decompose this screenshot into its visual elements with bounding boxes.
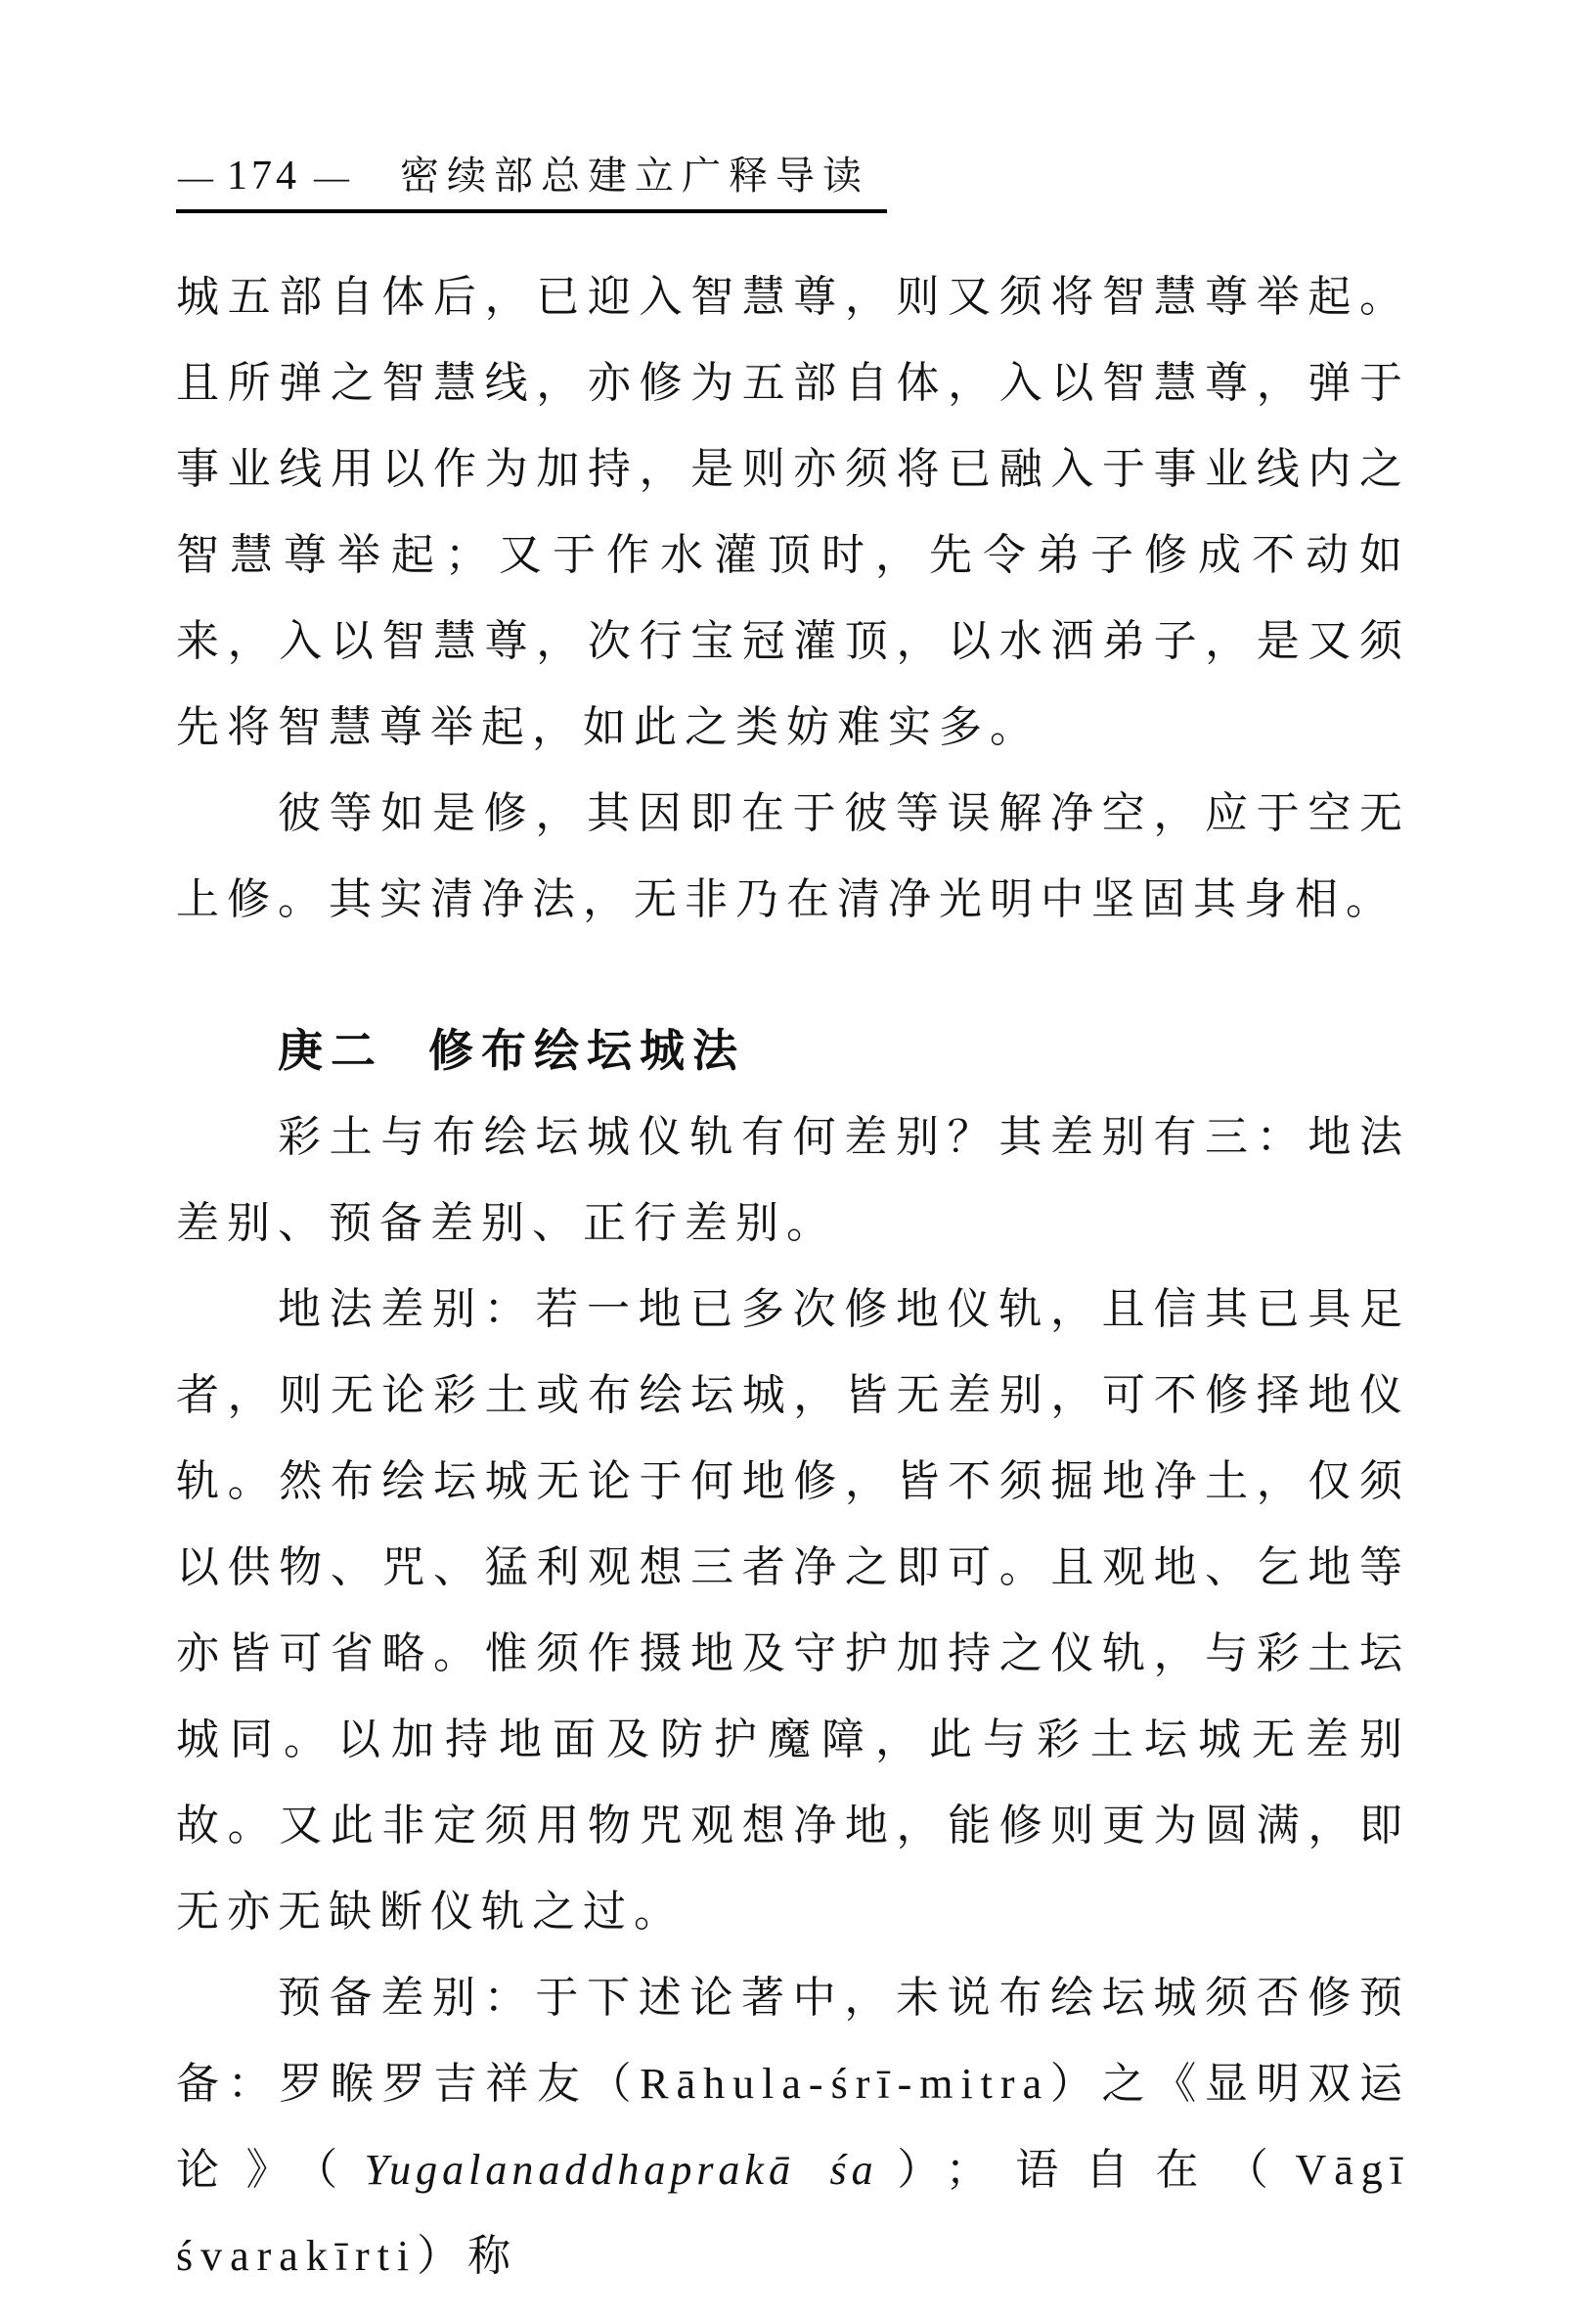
paragraph: 彼等如是修，其因即在于彼等误解净空，应于空无上修。其实清净法，无非乃在清净光明中坚固其身相。 [176,789,1410,923]
running-title: 密续部总建立广释导读 [400,154,869,198]
paragraph [176,1955,1410,2299]
section-heading-label: 庚二 [278,1026,383,1076]
paragraph: 地法差别：若一地已多次修地仪轨，且信其已具足者，则无论彩土或布绘坛城，皆无差别，可不修择地仪轨。然布绘坛城无论于何地修，皆不须掘地净土，仅须以供物、咒、猛利观想三者净之即可。且观地、乞地等亦皆可省略。惟须作摄地及守护加持之仪轨，与彩土坛城同。以加持地面及防护魔障，此与彩土坛城无差别故。又此非定须用物咒观想净地，能修则更为圆满，即无亦无缺断仪轨之过。 [176,1285,1410,1936]
page-number: 174 [227,154,300,199]
paragraph: 彩土与布绘坛城仪轨有何差别？其差别有三：地法差别、预备差别、正行差别。 [176,1113,1410,1247]
sanskrit-title-italic: Yugalanaddhaprakā śa [364,2146,878,2194]
section-heading [176,1008,1410,1094]
page-header [176,152,887,213]
paragraph-text: ）；语自在（Vāgī śvarakīrti）称 [176,2146,1411,2280]
paragraph: 城五部自体后，已迎入智慧尊，则又须将智慧尊举起。且所弹之智慧线，亦修为五部自体，入以智慧尊，弹于事业线用以作为加持，是则亦须将已融入于事业线内之智慧尊举起；又于作水灌顶时，先令弟子修成不动如来，入以智慧尊，次行宝冠灌顶，以水洒弟子，是又须先将智慧尊举起，如此之类妨难实多。 [176,273,1410,751]
header-dash-right: — [314,157,349,197]
section-heading-title: 修布绘坛城法 [428,1026,745,1076]
paragraph-text: 预备差别：于下述论著中，未说布绘坛城须否修预备：罗睺罗吉祥友（Rāhula-śrī-mitra）之《显明双运论》（ [176,1974,1410,2194]
header-dash-left: — [178,157,213,197]
page-content [176,254,1410,2299]
